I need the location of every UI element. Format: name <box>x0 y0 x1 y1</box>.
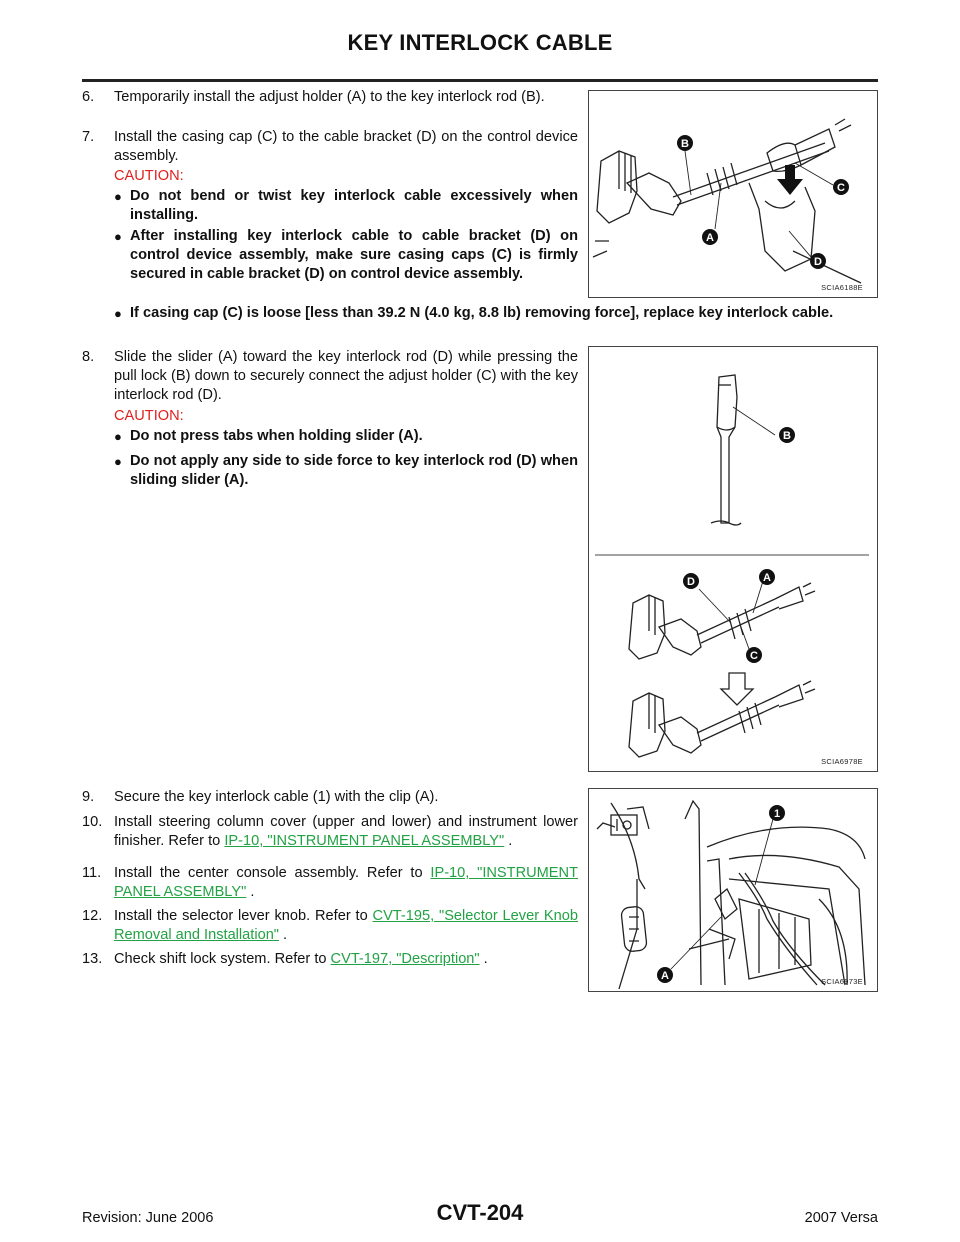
step-11 <box>82 864 578 902</box>
step-6 <box>82 88 578 107</box>
step-text-after-link: . <box>246 884 255 900</box>
link-cvt-195-selector-lever-knob[interactable]: CVT-195, "Selector Lever Knob Removal and Installation" <box>114 908 578 943</box>
label-d: D <box>687 576 695 588</box>
label-d: D <box>814 256 822 268</box>
figure-illustration <box>589 91 877 297</box>
bullet-dot: ● <box>114 306 122 321</box>
step-number: 12. <box>82 908 103 924</box>
step-text-before-link: Install steering column cover (upper and lower) and instrument lower finisher. Refer to <box>114 814 578 849</box>
caution-text: Do not press tabs when holding slider (A). <box>130 428 423 444</box>
step-text <box>114 864 578 902</box>
step-number: 9. <box>82 789 95 805</box>
figure-slider-connection <box>588 346 878 772</box>
caution-item <box>114 427 578 446</box>
caution-text: Do not apply any side to side force to key interlock rod (D) when sliding slider (A). <box>130 453 578 488</box>
step-text-before-link: Install the center console assembly. Refer to <box>114 865 431 881</box>
label-b: B <box>783 430 791 442</box>
figure-code: SCIA6973E <box>821 977 863 986</box>
caution-text: Do not bend or twist key interlock cable excessively when installing. <box>130 188 578 223</box>
label-c: C <box>837 182 845 194</box>
page-title: KEY INTERLOCK CABLE <box>347 30 613 55</box>
caution-item <box>114 304 878 323</box>
figure-code: SCIA6188E <box>821 283 863 292</box>
label-a: A <box>706 232 714 244</box>
link-cvt-197-description[interactable]: CVT-197, "Description" <box>330 951 480 967</box>
step-9 <box>82 788 578 807</box>
footer-model: 2007 Versa <box>804 1210 878 1226</box>
label-1: 1 <box>773 808 781 820</box>
link-ip-10-instrument-panel[interactable]: IP-10, "INSTRUMENT PANEL ASSEMBLY" <box>114 865 578 900</box>
step-text <box>114 907 578 945</box>
step-text-after-link: . <box>479 951 488 967</box>
figure-code: SCIA6978E <box>821 757 863 766</box>
label-a: A <box>661 970 669 982</box>
step-text-after-link: . <box>504 833 513 849</box>
bullet-dot: ● <box>114 429 122 444</box>
label-a: A <box>763 572 771 584</box>
caution-label: CAUTION: <box>114 408 184 424</box>
label-c: C <box>750 650 758 662</box>
step-text: Secure the key interlock cable (1) with the clip (A). <box>114 789 439 805</box>
step-text <box>114 813 578 851</box>
bullet-dot: ● <box>114 229 122 244</box>
step-number: 7. <box>82 129 95 145</box>
link-ip-10-instrument-panel[interactable]: IP-10, "INSTRUMENT PANEL ASSEMBLY" <box>224 833 505 849</box>
step-8 <box>82 348 578 405</box>
step-12 <box>82 907 578 945</box>
step-text: Install the casing cap (C) to the cable bracket (D) on the control device assembly. <box>114 129 578 164</box>
step-number: 8. <box>82 349 95 365</box>
caution-text: After installing key interlock cable to cable bracket (D) on control device assembly, make sure casing caps (C) is firmly secured in cable bracket (D) on control device assembly. <box>130 228 578 282</box>
figure-illustration <box>589 347 877 771</box>
label-b: B <box>681 138 689 150</box>
step-number: 11. <box>82 865 102 881</box>
figure-illustration <box>589 789 877 991</box>
step-text: Temporarily install the adjust holder (A) to the key interlock rod (B). <box>114 89 545 105</box>
caution-item <box>114 187 578 225</box>
caution-text: If casing cap (C) is loose [less than 39.2 N (4.0 kg, 8.8 lb) removing force], replace key interlock cable. <box>130 305 834 321</box>
caution-label: CAUTION: <box>114 168 184 184</box>
header-rule <box>82 79 878 82</box>
figure-cable-clip <box>588 788 878 992</box>
caution-item <box>114 227 578 284</box>
step-text: Slide the slider (A) toward the key interlock rod (D) while pressing the pull lock (B) down to securely connect the adjust holder (C) with the key interlock rod (D). <box>114 349 578 403</box>
step-text-before-link: Install the selector lever knob. Refer to <box>114 908 373 924</box>
step-text <box>114 950 578 969</box>
step-number: 6. <box>82 89 95 105</box>
step-number: 13. <box>82 951 103 967</box>
bullet-dot: ● <box>114 454 122 469</box>
step-7 <box>82 128 578 166</box>
step-text-after-link: . <box>279 927 288 943</box>
step-number: 10. <box>82 814 103 830</box>
page-number: CVT-204 <box>436 1200 524 1225</box>
step-text-before-link: Check shift lock system. Refer to <box>114 951 331 967</box>
step-13 <box>82 950 578 969</box>
footer-revision: Revision: June 2006 <box>82 1210 214 1226</box>
figure-key-interlock-rod <box>588 90 878 298</box>
caution-item <box>114 452 578 490</box>
step-10 <box>82 813 578 851</box>
bullet-dot: ● <box>114 189 122 204</box>
